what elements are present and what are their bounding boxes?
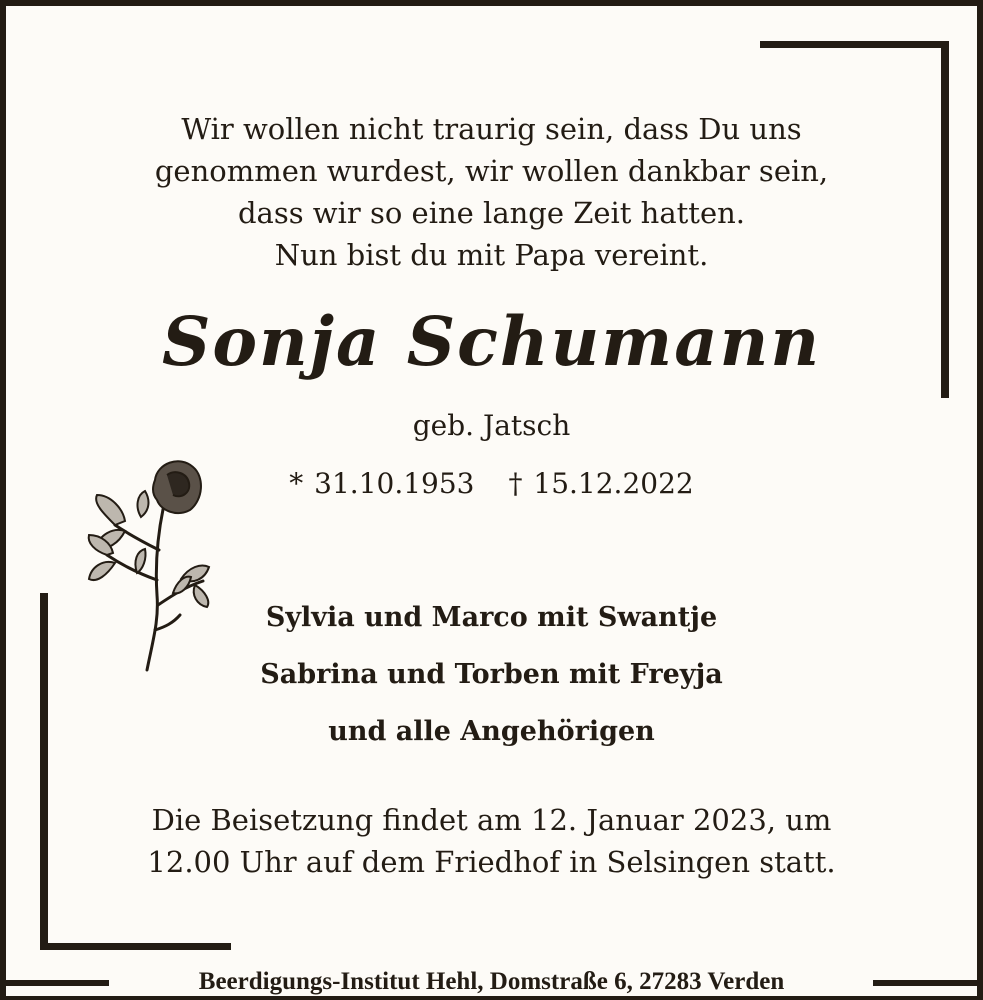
poem-line: dass wir so eine lange Zeit hatten. bbox=[237, 196, 746, 230]
maiden-name: geb. Jatsch bbox=[412, 409, 571, 442]
footer-rule-left bbox=[6, 980, 109, 986]
poem-line: Nun bist du mit Papa vereint. bbox=[274, 238, 709, 272]
footer-bottom-rule bbox=[0, 996, 983, 1000]
birth-date: * 31.10.1953 bbox=[289, 467, 475, 500]
poem-line: Wir wollen nicht traurig sein, dass Du uns bbox=[181, 112, 802, 146]
mourner-line: Sylvia und Marco mit Swantje bbox=[265, 602, 718, 633]
funeral-line: 12.00 Uhr auf dem Friedhof in Selsingen statt. bbox=[147, 845, 836, 879]
mourner-line: und alle Angehörigen bbox=[328, 716, 655, 747]
undertaker-footer: Beerdigungs-Institut Hehl, Domstraße 6, 27283 Verden bbox=[198, 968, 785, 995]
death-date: † 15.12.2022 bbox=[508, 467, 694, 500]
mourner-line: Sabrina und Torben mit Freyja bbox=[260, 659, 723, 690]
deceased-name: Sonja Schumann bbox=[161, 302, 822, 381]
corner-bracket-top-right bbox=[760, 41, 949, 48]
poem bbox=[0, 108, 983, 276]
footer-rule-right bbox=[873, 980, 977, 986]
funeral-line: Die Beisetzung findet am 12. Januar 2023, um bbox=[151, 803, 832, 837]
poem-line: genommen wurdest, wir wollen dankbar sein, bbox=[154, 154, 829, 188]
mourners bbox=[0, 589, 983, 760]
corner-bracket-bottom-left bbox=[40, 943, 231, 950]
funeral-notice bbox=[0, 799, 983, 883]
